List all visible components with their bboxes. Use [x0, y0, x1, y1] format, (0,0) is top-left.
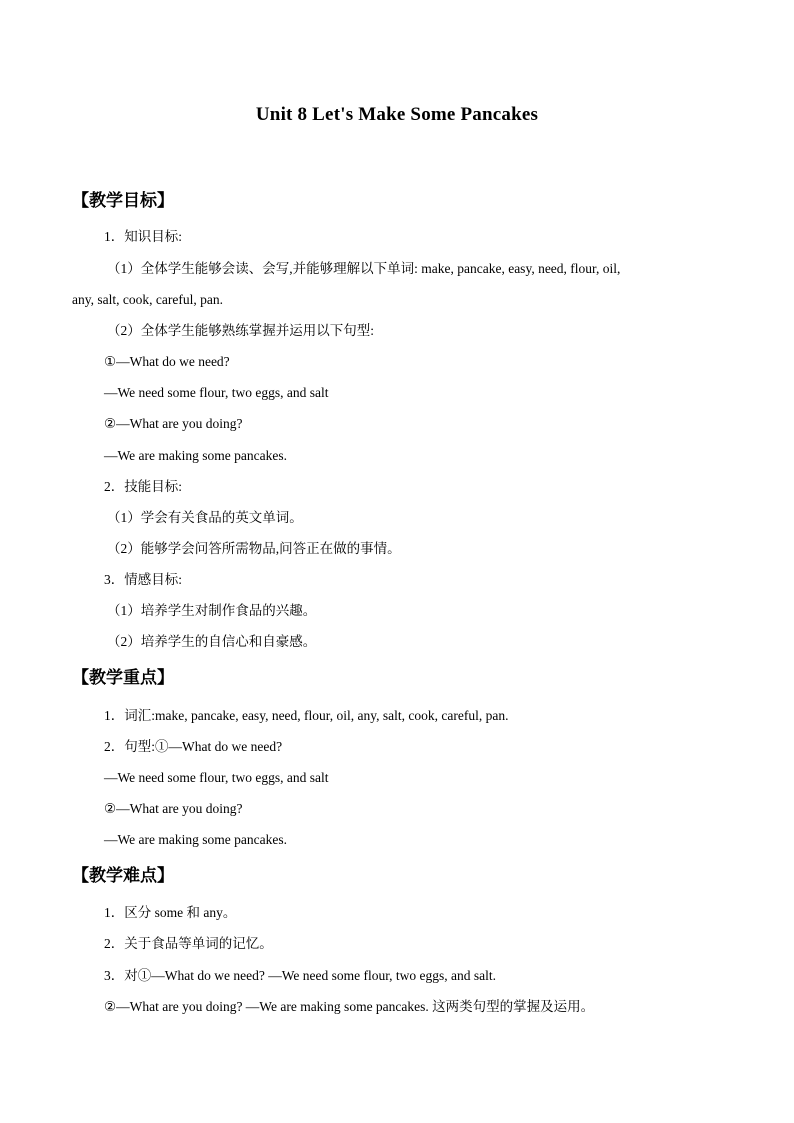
section-heading-key-points: 【教学重点】 [72, 668, 174, 687]
objective-line: （2）能够学会问答所需物品,问答正在做的事情。 [107, 541, 401, 556]
key-point-line: —We need some flour, two eggs, and salt [104, 770, 329, 785]
difficulty-line: 1．区分 some 和 any。 [104, 905, 237, 920]
objective-line: any, salt, cook, careful, pan. [72, 292, 223, 307]
document-title: Unit 8 Let's Make Some Pancakes [255, 104, 539, 125]
objective-line: ②—What are you doing? [104, 416, 243, 431]
objective-line: 2．技能目标: [104, 479, 183, 494]
objective-line: 3．情感目标: [104, 572, 183, 587]
objective-line: （1）全体学生能够会读、会写,并能够理解以下单词: make, pancake, easy, need, flour, oil, [107, 261, 621, 276]
difficulty-line: 3．对①—What do we need? —We need some flour, two eggs, and salt. [104, 968, 497, 983]
objective-line: （1）培养学生对制作食品的兴趣。 [107, 603, 317, 618]
difficulty-line: ②—What are you doing? —We are making some pancakes. 这两类句型的掌握及运用。 [104, 999, 595, 1014]
objective-line: （2）全体学生能够熟练掌握并运用以下句型: [107, 323, 375, 338]
objective-line: —We need some flour, two eggs, and salt [104, 385, 329, 400]
key-point-line: 1．词汇:make, pancake, easy, need, flour, oil, any, salt, cook, careful, pan. [104, 708, 509, 723]
objective-line: （2）培养学生的自信心和自豪感。 [107, 634, 317, 649]
difficulty-line: 2．关于食品等单词的记忆。 [104, 936, 273, 951]
key-point-line: ②—What are you doing? [104, 801, 243, 816]
section-heading-difficulties: 【教学难点】 [72, 866, 174, 885]
objective-line: —We are making some pancakes. [104, 448, 287, 463]
section-heading-objectives: 【教学目标】 [72, 191, 174, 210]
objective-line: ①—What do we need? [104, 354, 230, 369]
objective-line: 1．知识目标: [104, 229, 183, 244]
objective-line: （1）学会有关食品的英文单词。 [107, 510, 303, 525]
key-point-line: —We are making some pancakes. [104, 832, 287, 847]
key-point-line: 2．句型:①—What do we need? [104, 739, 283, 754]
